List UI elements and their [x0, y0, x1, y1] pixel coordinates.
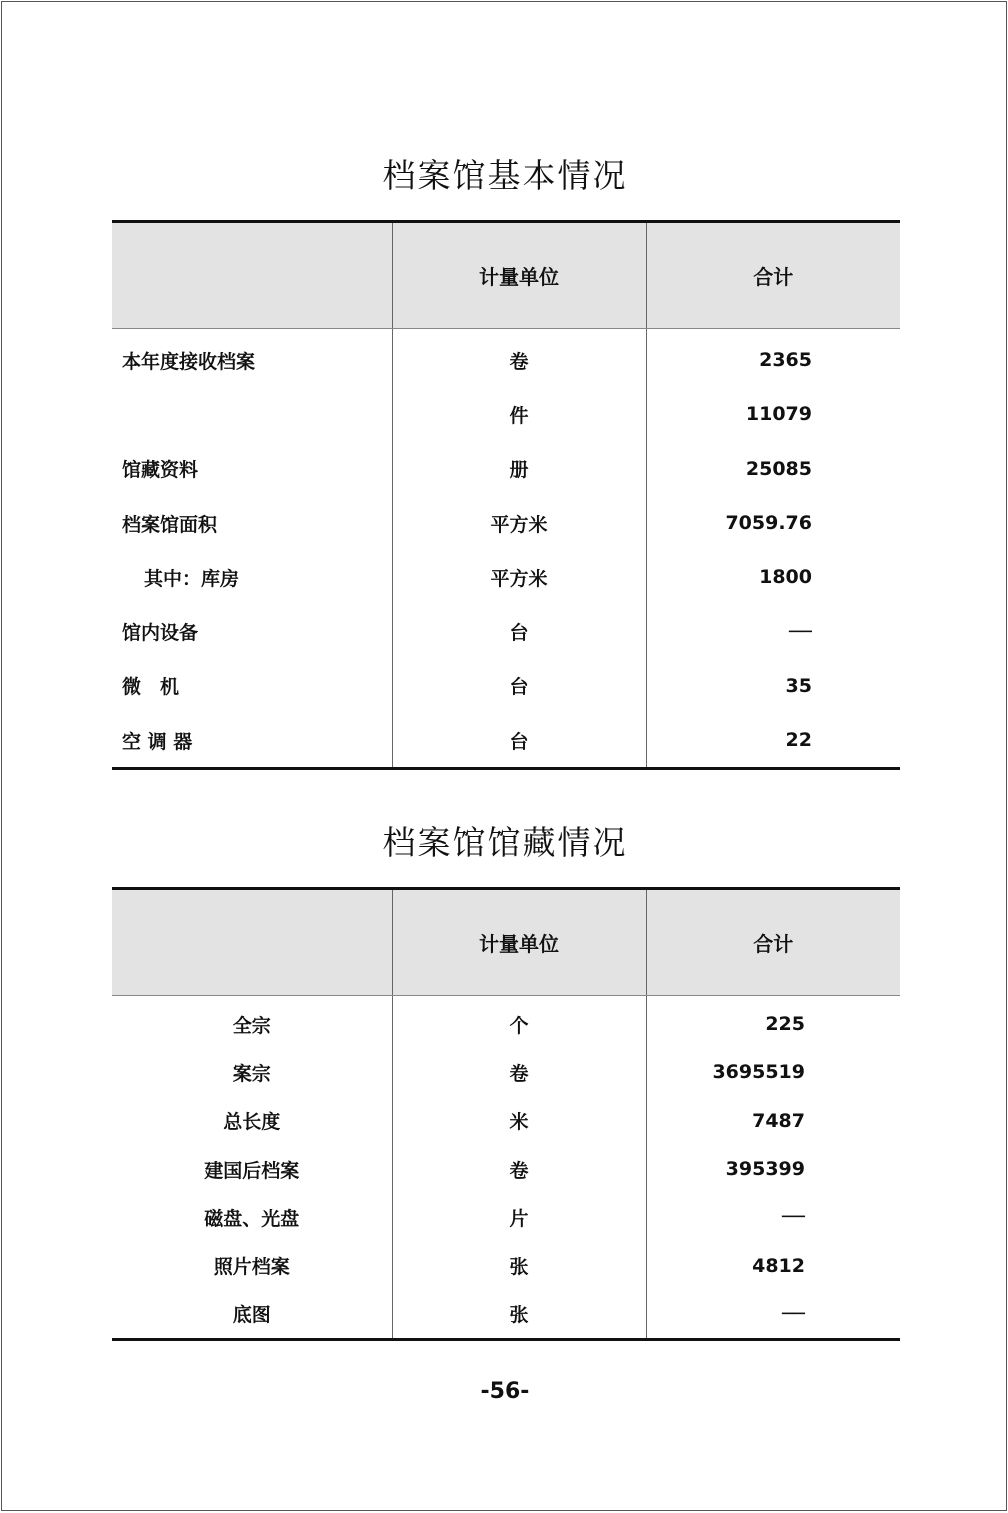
table-row: [112, 1048, 900, 1096]
row-label: 建国后档案: [204, 1159, 300, 1182]
row-label: 案宗: [232, 1062, 271, 1085]
row-value: 25085: [646, 442, 900, 496]
row-unit: 张: [392, 1290, 646, 1340]
header-item: [112, 889, 392, 996]
row-unit: 台: [392, 604, 646, 658]
row-unit: 卷: [392, 1145, 646, 1193]
table-row: [112, 550, 900, 604]
header-unit: 计量单位: [392, 889, 646, 996]
row-unit: 张: [392, 1241, 646, 1289]
row-unit: 册: [392, 442, 646, 496]
table-row: [112, 329, 900, 388]
header-total: 合计: [646, 222, 900, 329]
table-row: [112, 1145, 900, 1193]
row-value: ──: [646, 1290, 900, 1340]
row-unit: 台: [392, 713, 646, 769]
table-row: [112, 442, 900, 496]
basic-info-title: 档案馆基本情况: [382, 156, 628, 195]
row-value: 3695519: [646, 1048, 900, 1096]
page-number: -56-: [480, 1379, 530, 1404]
row-value: 11079: [646, 387, 900, 441]
header-unit: 计量单位: [392, 222, 646, 329]
table-row: [112, 1193, 900, 1241]
table-row: [112, 1097, 900, 1145]
row-value: 7487: [646, 1097, 900, 1145]
row-unit: 件: [392, 387, 646, 441]
row-value: 2365: [646, 329, 900, 388]
row-unit: 个: [392, 996, 646, 1049]
row-unit: 平方米: [392, 496, 646, 550]
row-unit: 平方米: [392, 550, 646, 604]
table-row: [112, 659, 900, 713]
table-row: [112, 496, 900, 550]
row-label: 馆内设备: [122, 622, 199, 645]
row-unit: 片: [392, 1193, 646, 1241]
row-value: ──: [646, 1193, 900, 1241]
table-header-row: [112, 222, 900, 329]
header-item: [112, 222, 392, 329]
row-value: 1800: [646, 550, 900, 604]
row-value: 22: [646, 713, 900, 769]
row-label: 档案馆面积: [122, 513, 218, 536]
holdings-table: [112, 887, 900, 1341]
row-value: 4812: [646, 1241, 900, 1289]
row-value: 395399: [646, 1145, 900, 1193]
basic-info-table: [112, 220, 900, 770]
table-row: [112, 387, 900, 441]
row-value: 225: [646, 996, 900, 1049]
row-value: ──: [646, 604, 900, 658]
row-unit: 米: [392, 1097, 646, 1145]
row-label: 其中：库房: [144, 567, 240, 590]
row-label: 微 机: [122, 676, 180, 699]
row-value: 35: [646, 659, 900, 713]
row-label: 空 调 器: [112, 713, 392, 769]
row-unit: 卷: [392, 1048, 646, 1096]
row-unit: 台: [392, 659, 646, 713]
row-label: [112, 387, 392, 441]
table-row: [112, 1290, 900, 1340]
table-row: [112, 604, 900, 658]
row-label: 本年度接收档案: [122, 350, 256, 373]
row-label: 照片档案: [213, 1256, 290, 1279]
row-label: 磁盘、光盘: [204, 1207, 300, 1230]
row-unit: 卷: [392, 329, 646, 388]
header-total: 合计: [646, 889, 900, 996]
row-label: 全宗: [232, 1014, 271, 1037]
table-row: [112, 996, 900, 1049]
row-label: 总长度: [223, 1111, 281, 1134]
row-label: 馆藏资料: [122, 459, 199, 482]
row-value: 7059.76: [646, 496, 900, 550]
holdings-title: 档案馆馆藏情况: [382, 823, 628, 862]
table-row: [112, 713, 900, 769]
document-page: [1, 1, 1007, 1511]
table-header-row: [112, 889, 900, 996]
row-label: 底图: [112, 1290, 392, 1340]
table-row: [112, 1241, 900, 1289]
